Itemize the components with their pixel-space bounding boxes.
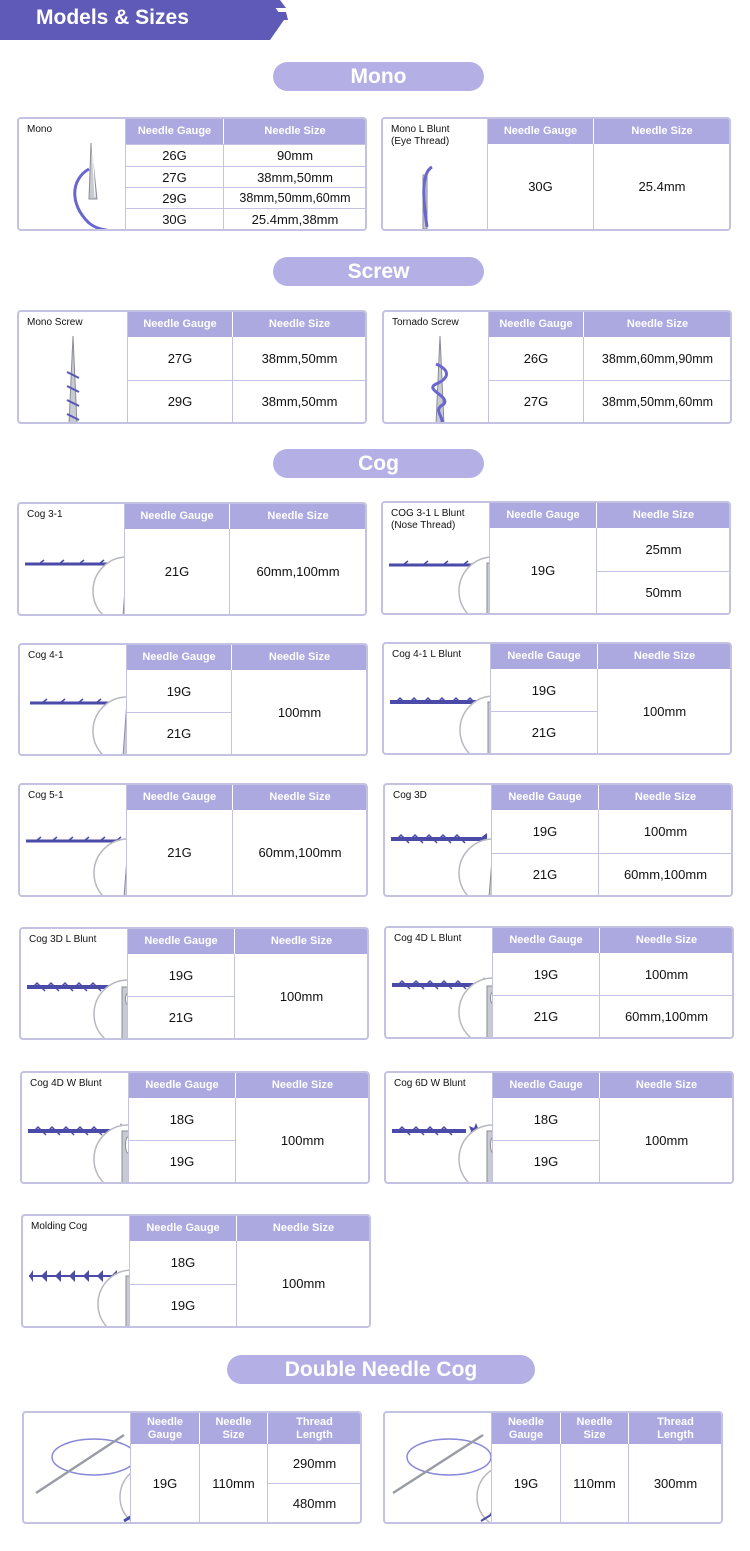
size-cell: 38mm,50mm (232, 337, 366, 380)
size-cell: 90mm (223, 144, 366, 166)
gauge-cell: 19G (532, 824, 558, 839)
size-cell: 100mm (235, 1098, 369, 1182)
size-cell: 110mm (560, 1444, 628, 1522)
gauge-cell: 27G (126, 166, 223, 187)
size-header: Needle Size (596, 503, 730, 528)
gauge-header: Needle Gauge (130, 1216, 236, 1241)
gauge-cell: 27G (167, 351, 193, 366)
thread-length-header: Thread Length (628, 1413, 722, 1444)
gauge-cell: 19G (129, 1140, 235, 1182)
model-name: Cog 4D W Blunt (30, 1078, 102, 1089)
tornado-screw-table (488, 312, 730, 422)
gauge-cell: 19G (531, 682, 557, 698)
gauge-cell: 21G (491, 711, 597, 753)
size-header: Needle Size (232, 312, 366, 337)
gauge-cell: 19G (166, 683, 192, 699)
gauge-header: Needle Gauge (492, 1413, 560, 1444)
cog-3d-l-blunt-card (19, 927, 369, 1040)
size-header: Needle Size (229, 504, 366, 529)
mono-l-blunt-table (487, 119, 729, 229)
gauge-cell: 19G (493, 1140, 599, 1182)
size-header: Needle Size (232, 785, 367, 810)
gauge-header: Needle Gauge (126, 119, 223, 144)
size-cell: 100mm (599, 1098, 733, 1182)
gauge-cell: 27G (489, 380, 583, 422)
molding-cog-table (129, 1216, 369, 1326)
gauge-header: Needle Gauge (492, 785, 598, 810)
size-cell: 50mm (596, 571, 730, 613)
gauge-header: Needle Gauge (128, 929, 234, 954)
gauge-header: Needle Gauge (493, 928, 599, 953)
gauge-cell: 18G (533, 1111, 559, 1127)
size-cell: 38mm,50mm,60mm (223, 187, 366, 208)
cog-3-1-l-blunt-table (489, 503, 729, 613)
size-header: Needle Size (234, 929, 368, 954)
size-header: Needle Size (235, 1073, 369, 1098)
thread-cell: 300mm (628, 1444, 722, 1522)
size-cell: 100mm (598, 810, 732, 853)
size-header: Needle Size (593, 119, 730, 144)
size-cell: 100mm (236, 1241, 370, 1326)
double-needle-card-2 (383, 1411, 723, 1524)
gauge-header: Needle Gauge (491, 644, 597, 669)
cog-4d-l-blunt-card (384, 926, 734, 1039)
cog-3d-card (383, 783, 733, 897)
size-cell: 25.4mm (593, 144, 730, 229)
double-needle-card-1 (22, 1411, 362, 1524)
section-screw-pill: Screw (273, 257, 484, 286)
cog-3-1-card (17, 502, 367, 616)
mono-l-blunt-card (381, 117, 731, 231)
gauge-header: Needle Gauge (490, 503, 596, 528)
model-name: Molding Cog (31, 1221, 88, 1232)
page-title: Models & Sizes (36, 6, 189, 29)
gauge-header: Needle Gauge (129, 1073, 235, 1098)
size-header: Needle Size (236, 1216, 370, 1241)
size-cell: 110mm (199, 1444, 267, 1522)
cog-5-1-card (18, 783, 368, 897)
model-name: Cog 6D W Blunt (394, 1078, 466, 1089)
size-header: Needle Size (599, 928, 733, 953)
size-header: Needle Size (560, 1413, 628, 1444)
cog-6d-w-blunt-table (492, 1073, 732, 1182)
size-cell: 100mm (599, 953, 733, 995)
section-mono-pill: Mono (273, 62, 484, 91)
gauge-cell: 18G (170, 1255, 196, 1270)
gauge-cell: 30G (126, 208, 223, 229)
model-name: Cog 3D L Blunt (29, 934, 97, 945)
size-header: Needle Size (199, 1413, 267, 1444)
size-cell: 100mm (597, 669, 731, 753)
cog-4-1-card (18, 643, 368, 756)
cog-4d-l-blunt-table (492, 928, 732, 1037)
thread-length-header: Thread Length (267, 1413, 361, 1444)
model-name: Cog 3-1 (27, 509, 63, 520)
double-needle-table-1 (130, 1413, 360, 1522)
size-cell: 38mm,50mm,60mm (583, 380, 731, 422)
gauge-cell: 19G (530, 563, 556, 578)
mono-card (17, 117, 367, 231)
gauge-header: Needle Gauge (493, 1073, 599, 1098)
double-needle-table-2 (491, 1413, 721, 1522)
size-header: Needle Size (231, 645, 367, 670)
gauge-header: Needle Gauge (125, 504, 229, 529)
cog-3-1-l-blunt-card (381, 501, 731, 615)
gauge-cell: 26G (126, 144, 223, 166)
model-name: Cog 3D (393, 790, 427, 801)
page-header (0, 0, 288, 40)
cog-4-1-l-blunt-card (382, 642, 732, 755)
molding-cog-card (21, 1214, 371, 1328)
cog-3d-table (491, 785, 731, 895)
section-double-needle-pill: Double Needle Cog (227, 1355, 535, 1384)
section-cog-pill: Cog (273, 449, 484, 478)
gauge-cell: 21G (493, 995, 599, 1037)
cog-4d-w-blunt-card (20, 1071, 370, 1184)
size-header: Needle Size (223, 119, 366, 144)
model-name: COG 3-1 L Blunt (Nose Thread) (391, 508, 465, 531)
gauge-header: Needle Gauge (127, 785, 232, 810)
gauge-header: Needle Gauge (128, 312, 232, 337)
gauge-cell: 18G (169, 1111, 195, 1127)
cog-3-1-table (124, 504, 365, 614)
gauge-cell: 19G (130, 1284, 236, 1326)
model-name: Tornado Screw (392, 317, 459, 328)
gauge-header: Needle Gauge (127, 645, 231, 670)
size-cell: 38mm,50mm (223, 166, 366, 187)
size-cell: 25.4mm,38mm (223, 208, 366, 229)
cog-4-1-l-blunt-table (490, 644, 730, 753)
gauge-header: Needle Gauge (489, 312, 583, 337)
size-cell: 25mm (596, 528, 730, 571)
gauge-cell: 19G (513, 1475, 539, 1491)
size-header: Needle Size (597, 644, 731, 669)
gauge-cell: 30G (528, 179, 553, 194)
tornado-screw-card (382, 310, 732, 424)
size-header: Needle Size (599, 1073, 733, 1098)
size-cell: 60mm,100mm (229, 529, 366, 614)
gauge-cell: 21G (164, 564, 190, 579)
size-cell: 60mm,100mm (598, 853, 732, 895)
model-name: Cog 5-1 (28, 790, 64, 801)
size-cell: 38mm,50mm (232, 380, 366, 422)
gauge-cell: 19G (533, 966, 559, 982)
cog-5-1-table (126, 785, 366, 895)
gauge-cell: 29G (126, 187, 223, 208)
model-name: Cog 4-1 L Blunt (392, 649, 462, 660)
cog-3d-l-blunt-table (127, 929, 367, 1038)
size-cell: 60mm,100mm (599, 995, 733, 1037)
gauge-cell: 29G (128, 380, 232, 422)
size-cell: 100mm (234, 954, 368, 1038)
thread-cell: 290mm (267, 1444, 361, 1483)
mono-table (125, 119, 365, 229)
gauge-cell: 19G (152, 1475, 178, 1491)
cog-4d-w-blunt-table (128, 1073, 368, 1182)
thread-cell: 480mm (267, 1483, 361, 1522)
model-name: Mono Screw (27, 317, 83, 328)
model-name: Mono L Blunt (Eye Thread) (391, 124, 450, 147)
mono-screw-table (127, 312, 365, 422)
cog-6d-w-blunt-card (384, 1071, 734, 1184)
gauge-cell: 19G (168, 967, 194, 983)
gauge-cell: 21G (128, 996, 234, 1038)
gauge-cell: 21G (127, 712, 231, 754)
cog-4-1-table (126, 645, 366, 754)
size-cell: 60mm,100mm (232, 810, 367, 895)
model-name: Cog 4D L Blunt (394, 933, 462, 944)
gauge-cell: 21G (492, 853, 598, 895)
size-cell: 100mm (231, 670, 367, 754)
size-header: Needle Size (598, 785, 732, 810)
gauge-header: Needle Gauge (488, 119, 593, 144)
model-name: Mono (27, 124, 53, 135)
size-cell: 38mm,60mm,90mm (583, 337, 731, 380)
size-header: Needle Size (583, 312, 731, 337)
model-name: Cog 4-1 (28, 650, 64, 661)
gauge-cell: 21G (167, 845, 192, 860)
gauge-cell: 26G (523, 351, 549, 366)
gauge-header: Needle Gauge (131, 1413, 199, 1444)
mono-screw-card (17, 310, 367, 424)
